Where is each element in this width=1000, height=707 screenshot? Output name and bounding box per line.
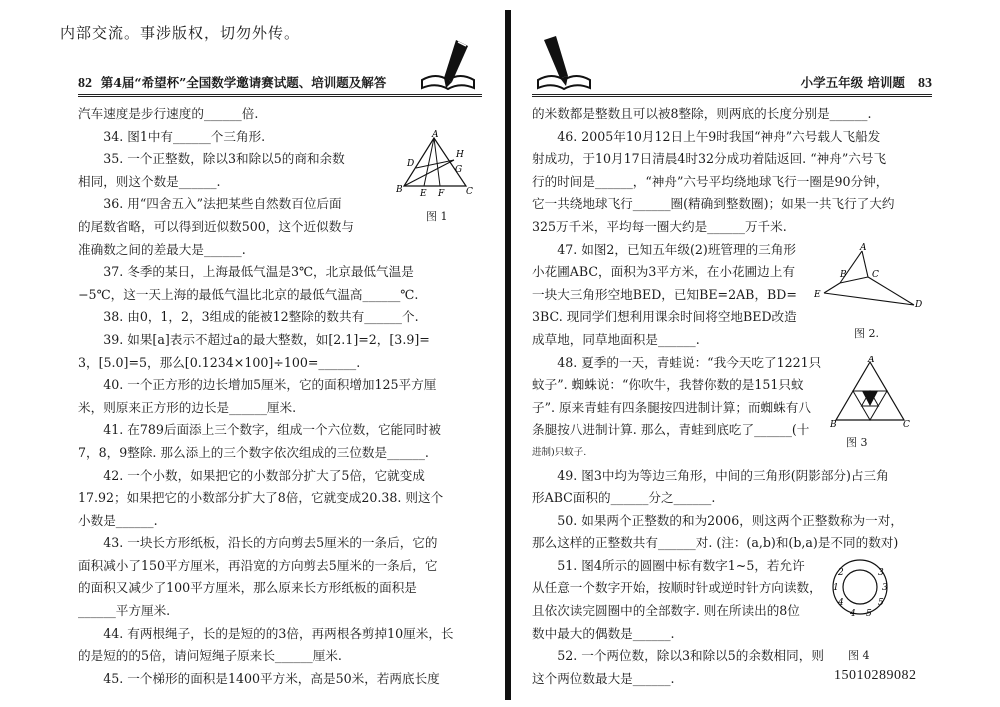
fig2-label-E: E [814, 289, 821, 300]
fig4-number: 4 [838, 597, 844, 608]
fig2-label-D: D [915, 299, 923, 309]
figure-1-triangle-diagram [396, 130, 474, 198]
question-49: 49. 图3中均为等边三角形，中间的三角形(阴影部分)占三角 [557, 467, 889, 483]
text-line: 汽车速度是步行速度的______倍. [78, 106, 259, 121]
left-page [78, 50, 482, 686]
question-50: 50. 如果两个正整数的和为2006，则这两个正整数称为一对， [557, 512, 903, 528]
text-line: 一块大三角形空地BED，已知BE=2AB，BD= [532, 286, 797, 302]
figure-4-number-circle [830, 555, 890, 619]
text-line: 形ABC面积的______分之______. [532, 490, 716, 506]
book-spine [505, 10, 511, 700]
text-line: 且依次读完圆圈中的全部数字. 则在所读出的8位 [532, 603, 800, 619]
text-line: 数中最大的偶数是______. [532, 625, 675, 641]
figure-2-triangle-diagram [814, 243, 924, 309]
fig3-label-C: C [903, 419, 910, 428]
figure-1-caption: 图 1 [426, 209, 448, 223]
text-line: 相同，则这个数是______. [78, 173, 221, 189]
right-page-header [532, 50, 932, 97]
question-42: 42. 一个小数，如果把它的小数部分扩大了5倍，它就变成 [103, 467, 425, 483]
question-48: 48. 夏季的一天，青蛙说：“我今天吃了1221只 [557, 354, 822, 370]
left-page-number: 82 [78, 76, 92, 91]
left-page-body [78, 103, 482, 690]
right-page-body [532, 103, 932, 690]
question-47: 47. 如图2，已知五年级(2)班管理的三角形 [557, 241, 796, 257]
text-line: 的是短的的5倍，请问短绳子原来长______厘米. [78, 648, 342, 664]
fig4-number: 4 [850, 608, 856, 619]
figure-3-triangle-diagram [830, 356, 910, 428]
question-41: 41. 在789后面添上三个数字，组成一个六位数，它能同时被 [103, 422, 441, 438]
fig4-number: 2 [838, 567, 844, 578]
right-header-title: 小学五年级 培训题 [800, 75, 905, 90]
question-36: 36. 用“四舍五入”法把某些自然数百位后面 [103, 196, 342, 212]
text-line: 的尾数省略，可以得到近似数500，这个近似数与 [78, 218, 354, 234]
figure-3-caption: 图 3 [846, 435, 868, 449]
fig4-number: 3 [882, 582, 888, 593]
question-34: 34. 图1中有______个三角形. [103, 128, 266, 144]
text-line: −5℃，这一天上海的最低气温比北京的最低气温高______℃. [78, 286, 419, 302]
pen-book-logo-icon [536, 36, 596, 94]
question-40: 40. 一个正方形的边长增加5厘米，它的面积增加125平方厘 [103, 377, 437, 393]
text-line: 面积减小了150平方厘米，再沿宽的方向剪去5厘米的一条后，它 [78, 557, 438, 573]
question-35: 35. 一个正整数，除以3和除以5的商和余数 [103, 151, 345, 167]
question-37: 37. 冬季的某日，上海最低气温是3℃，北京最低气温是 [103, 264, 414, 280]
fig4-number: 3 [878, 567, 884, 578]
question-52: 52. 一个两位数，除以3和除以5的余数相同，则 [557, 648, 824, 664]
question-45: 45. 一个梯形的面积是1400平方米，高是50米，若两底长度 [103, 670, 440, 686]
fig4-number: 5 [878, 597, 884, 608]
text-line: 条腿按八进制计算. 那么，青蛙到底吃了______(十 [532, 422, 810, 438]
text-line: 成草地，同草地面积是______. [532, 331, 700, 347]
fig4-number: 5 [866, 608, 872, 619]
fig2-label-C: C [872, 269, 879, 280]
text-line: 射成功，于10月17日清晨4时32分成功着陆返回. “神舟”六号飞 [532, 151, 887, 167]
text-line: 那么这样的正整数共有______对. (注：(a,b)和(b,a)是不同的数对) [532, 535, 899, 551]
fig1-label-D: D [407, 158, 415, 169]
text-line: 这个两位数最大是______. [532, 670, 675, 686]
fig1-label-A: A [432, 129, 439, 140]
question-39: 39. 如果[a]表示不超过a的最大整数，如[2.1]=2，[3.9]= [103, 331, 430, 347]
text-line: 它一共绕地球飞行______圈(精确到整数圈)；如果一共飞行了大约 [532, 196, 895, 212]
text-line: 从任意一个数字开始，按顺时针或逆时针方向读数， [532, 580, 822, 596]
right-header-line [801, 73, 932, 92]
figure-2-caption: 图 2. [854, 326, 879, 340]
question-51: 51. 图4所示的圆圈中标有数字1~5，若允许 [557, 557, 805, 573]
fig3-label-A: A [868, 355, 875, 365]
text-line: 准确数之间的差最大是______. [78, 241, 246, 257]
fig1-label-B: B [396, 184, 403, 195]
right-page-number: 83 [918, 76, 932, 91]
text-line: 的面积又减少了100平方厘米，那么原来长方形纸板的面积是 [78, 580, 417, 596]
left-header-line [78, 73, 386, 92]
text-line: 3，[5.0]=5，那么[0.1234×100]÷100=______. [78, 354, 361, 370]
text-line: 3BC. 现同学们想利用课余时间将空地BED改造 [532, 309, 797, 325]
question-44: 44. 有两根绳子，长的是短的的3倍，再两根各剪掉10厘米，长 [103, 625, 454, 641]
text-line: 子”. 原来青蛙有四条腿按四进制计算；而蜘蛛有八 [532, 399, 811, 415]
text-line: ______平方厘米. [78, 603, 171, 619]
text-line: 7，8，9整除. 那么添上的三个数字依次组成的三位数是______. [78, 444, 429, 460]
fig1-label-H: H [456, 149, 464, 160]
fig2-label-A: A [860, 242, 867, 253]
text-line: 进制)只蚊子. [532, 446, 587, 458]
text-line: 蚊子”. 蜘蛛说：“你吹牛，我替你数的是151只蚊 [532, 377, 804, 393]
text-line: 小数是______. [78, 512, 158, 528]
left-page-header [78, 50, 482, 97]
fig1-label-G: G [455, 164, 463, 175]
fig2-label-B: B [840, 269, 847, 280]
text-line: 行的时间是______，“神舟”六号平均绕地球飞行一圈是90分钟， [532, 173, 889, 189]
text-line: 17.92；如果把它的小数部分扩大了8倍，它就变成20.38. 则这个 [78, 490, 444, 506]
fig1-label-C: C [466, 186, 473, 197]
watermark-text: 内部交流。事涉版权，切勿外传。 [60, 24, 301, 42]
text-line: 325万千米，平均每一圈大约是______万千米. [532, 218, 787, 234]
question-38: 38. 由0，1，2，3组成的能被12整除的数共有______个. [103, 309, 419, 325]
text-line: 小花圃ABC，面积为3平方米，在小花圃边上有 [532, 264, 795, 280]
question-46: 46. 2005年10月12日上午9时我国“神舟”六号载人飞船发 [557, 128, 881, 144]
question-43: 43. 一块长方形纸板，沿长的方向剪去5厘米的一条后，它的 [103, 535, 438, 551]
fig3-label-B: B [830, 419, 837, 428]
phone-number: 15010289082 [834, 668, 917, 683]
fig1-label-E: E [420, 188, 427, 198]
text-line: 米，则原来正方形的边长是______厘米. [78, 399, 297, 415]
fig1-label-F: F [438, 188, 445, 198]
pen-book-logo-icon [416, 36, 476, 94]
text-line: 的米数都是整数且可以被8整除，则两底的长度分别是______. [532, 106, 872, 121]
left-header-title: 第4届“希望杯”全国数学邀请赛试题、培训题及解答 [100, 75, 387, 90]
fig4-number: 1 [833, 582, 839, 593]
figure-4-caption: 图 4 [848, 648, 870, 662]
